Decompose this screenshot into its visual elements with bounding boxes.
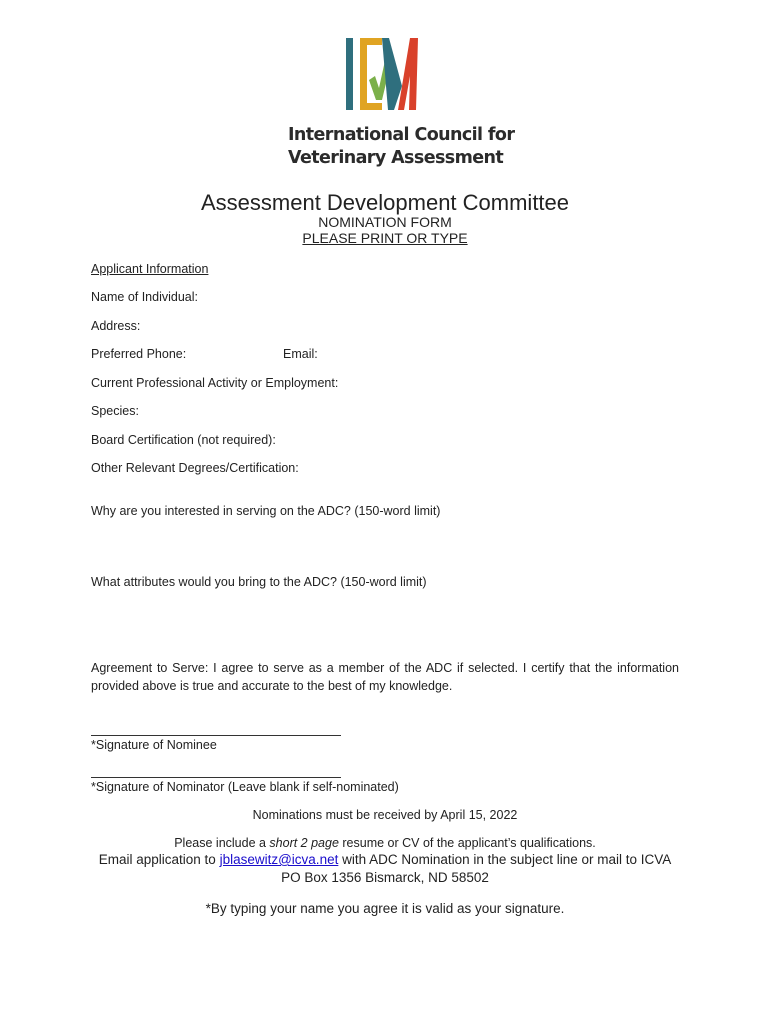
interest-question[interactable]: Why are you interested in serving on the ADC? (150-word limit) [91, 504, 441, 518]
employment-field-label[interactable]: Current Professional Activity or Employment: [91, 376, 339, 390]
address-field-label[interactable]: Address: [91, 319, 141, 333]
board-certification-field-label[interactable]: Board Certification (not required): [91, 433, 276, 447]
mailing-address: PO Box 1356 Bismarck, ND 58502 [281, 870, 489, 885]
species-field-label[interactable]: Species: [91, 404, 139, 418]
page-title: Assessment Development Committee [200, 190, 570, 215]
logo-a-shape [398, 38, 418, 110]
email-link[interactable]: jblasewitz@icva.net [219, 852, 339, 867]
logo-v-shape [382, 38, 402, 110]
nominee-signature-label: *Signature of Nominee [91, 738, 217, 752]
nominator-signature-label: *Signature of Nominator (Leave blank if self-nominated) [91, 780, 399, 794]
deadline-notice: Nominations must be received by April 15, 2022 [252, 808, 518, 822]
logo-bar-i [346, 38, 353, 110]
degrees-field-label[interactable]: Other Relevant Degrees/Certification: [91, 461, 299, 475]
email-instructions [0, 852, 770, 867]
org-name-line1: International Council for [288, 125, 515, 145]
form-instruction: PLEASE PRINT OR TYPE [302, 230, 468, 246]
form-subtitle: NOMINATION FORM [318, 214, 452, 230]
attributes-question[interactable]: What attributes would you bring to the ADC? (150-word limit) [91, 575, 427, 589]
email-field-label[interactable]: Email: [283, 347, 318, 361]
include-emphasis: short 2 page [269, 836, 339, 850]
name-field-label[interactable]: Name of Individual: [91, 290, 199, 304]
phone-field-label[interactable]: Preferred Phone: [91, 347, 187, 361]
include-cv-notice [0, 836, 770, 850]
include-prefix: Please include a [174, 836, 270, 850]
section-label-applicant: Applicant Information [91, 262, 209, 276]
email-prefix: Email application to [98, 852, 220, 867]
org-name-line2: Veterinary Assessment [288, 148, 504, 168]
nominator-signature-line[interactable] [91, 777, 341, 778]
organization-name [288, 124, 515, 170]
agreement-paragraph: Agreement to Serve: I agree to serve as a member of the ADC if selected. I certify that the information provided above is true and accurate to the best of my knowledge. [91, 661, 679, 693]
signature-validity-note: *By typing your name you agree it is valid as your signature. [205, 901, 565, 916]
include-suffix: resume or CV of the applicant’s qualifications. [338, 836, 596, 850]
nominee-signature-line[interactable] [91, 735, 341, 736]
email-suffix: with ADC Nomination in the subject line or mail to ICVA [338, 852, 672, 867]
icva-logo-icon [342, 36, 422, 116]
